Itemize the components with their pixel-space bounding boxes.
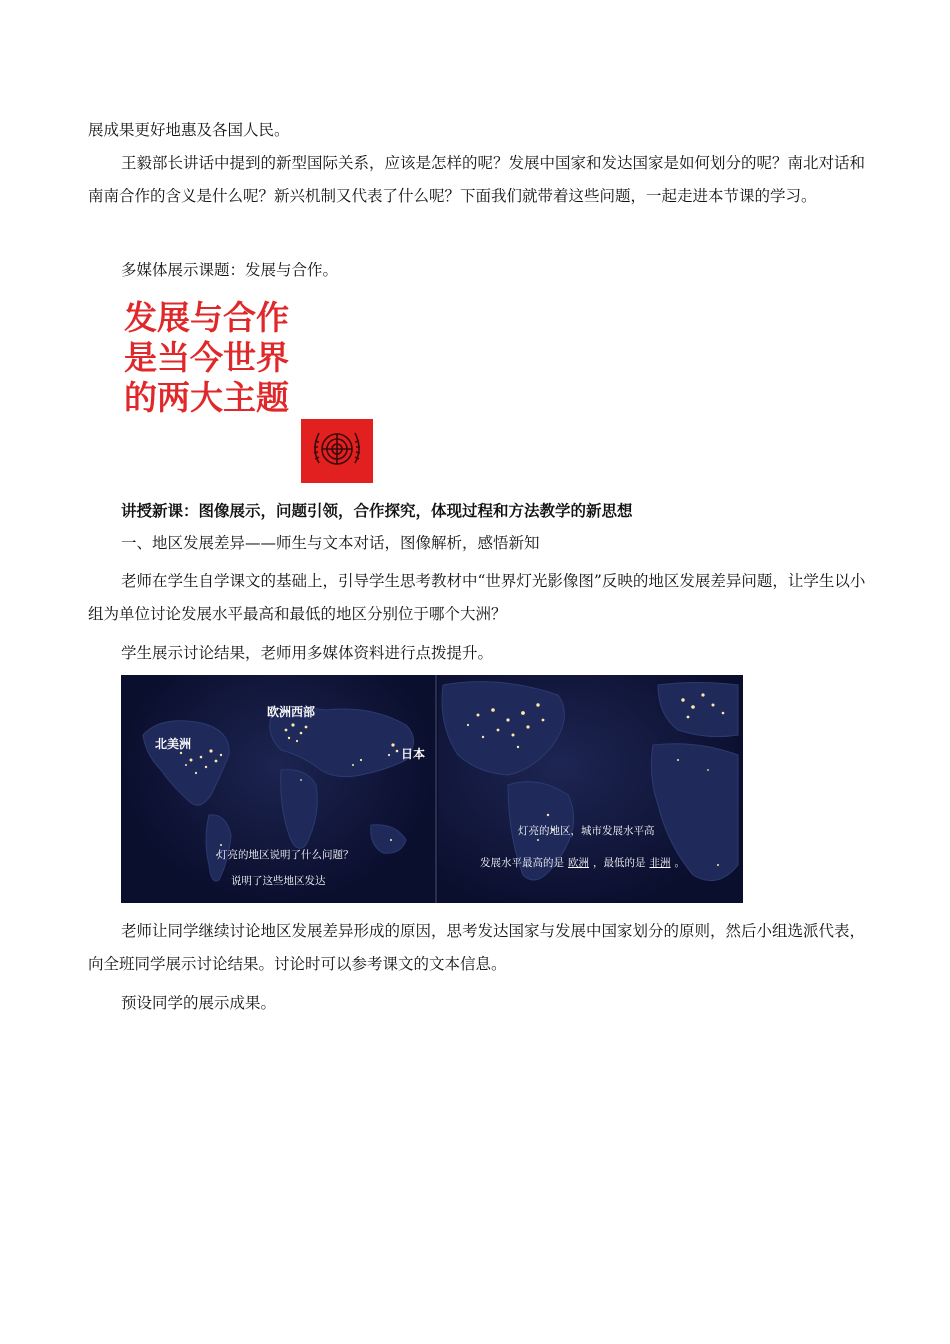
poster-line-1: 发展与合作 — [124, 298, 289, 337]
paragraph-student-results: 学生展示讨论结果，老师用多媒体资料进行点拨提升。 — [121, 644, 494, 662]
note-mid: ，最低的是 — [593, 857, 646, 869]
paragraph-new-lesson-heading: 讲授新课：图像展示，问题引领，合作探究，体现过程和方法教学的新思想 — [121, 501, 633, 520]
paragraph-intro-questions: 王毅部长讲话中提到的新型国际关系，应该是怎样的呢？发展中国家和发达国家是如何划分的呢？南北对话和南南合作的含义是什么呢？新兴机制又代表了什么呢？下面我们就带着这些问题，一起走进本节课的学习。 — [88, 154, 866, 205]
note-lowest-continent: 非洲 — [649, 857, 671, 869]
poster-line-2: 是当今世界 — [124, 338, 289, 377]
paragraph-discussion-causes: 老师让同学继续讨论地区发展差异形成的原因，思考发达国家与发展中国家划分的原则，然后小组选派代表，向全班同学展示讨论结果。讨论时可以参考课文的文本信息。 — [88, 922, 866, 973]
section-heading-regional-differences: 一、地区发展差异——师生与文本对话，图像解析，感悟新知 — [121, 534, 540, 552]
map-note-city-level: 灯亮的地区，城市发展水平高 — [518, 825, 655, 837]
map-answer: 说明了这些地区发达 — [231, 875, 326, 887]
label-north-america: 北美洲 — [155, 737, 192, 751]
map-question: 灯亮的地区说明了什么问题？ — [217, 849, 354, 861]
note-prefix: 发展水平最高的是 — [480, 857, 564, 869]
world-night-lights-image — [121, 675, 743, 903]
note-highest-continent: 欧洲 — [568, 857, 589, 869]
label-western-europe: 欧洲西部 — [267, 705, 316, 719]
paragraph-preset-results: 预设同学的展示成果。 — [121, 994, 277, 1012]
paragraph-topic: 多媒体展示课题：发展与合作。 — [121, 261, 339, 279]
note-suffix: 。 — [674, 857, 685, 869]
label-japan: 日本 — [401, 747, 426, 761]
theme-poster-image — [118, 292, 293, 422]
un-emblem-icon — [301, 419, 373, 483]
paragraph-continuation: 展成果更好地惠及各国人民。 — [88, 121, 290, 139]
map-note-highest-lowest — [480, 855, 685, 870]
night-map-world — [121, 675, 437, 903]
poster-line-3: 的两大主题 — [124, 378, 289, 417]
paragraph-teacher-guidance: 老师在学生自学课文的基础上，引导学生思考教材中“世界灯光影像图”反映的地区发展差异问题，让学生以小组为单位讨论发展水平最高和最低的地区分别位于哪个大洲？ — [88, 572, 866, 623]
night-map-atlantic — [438, 675, 743, 903]
